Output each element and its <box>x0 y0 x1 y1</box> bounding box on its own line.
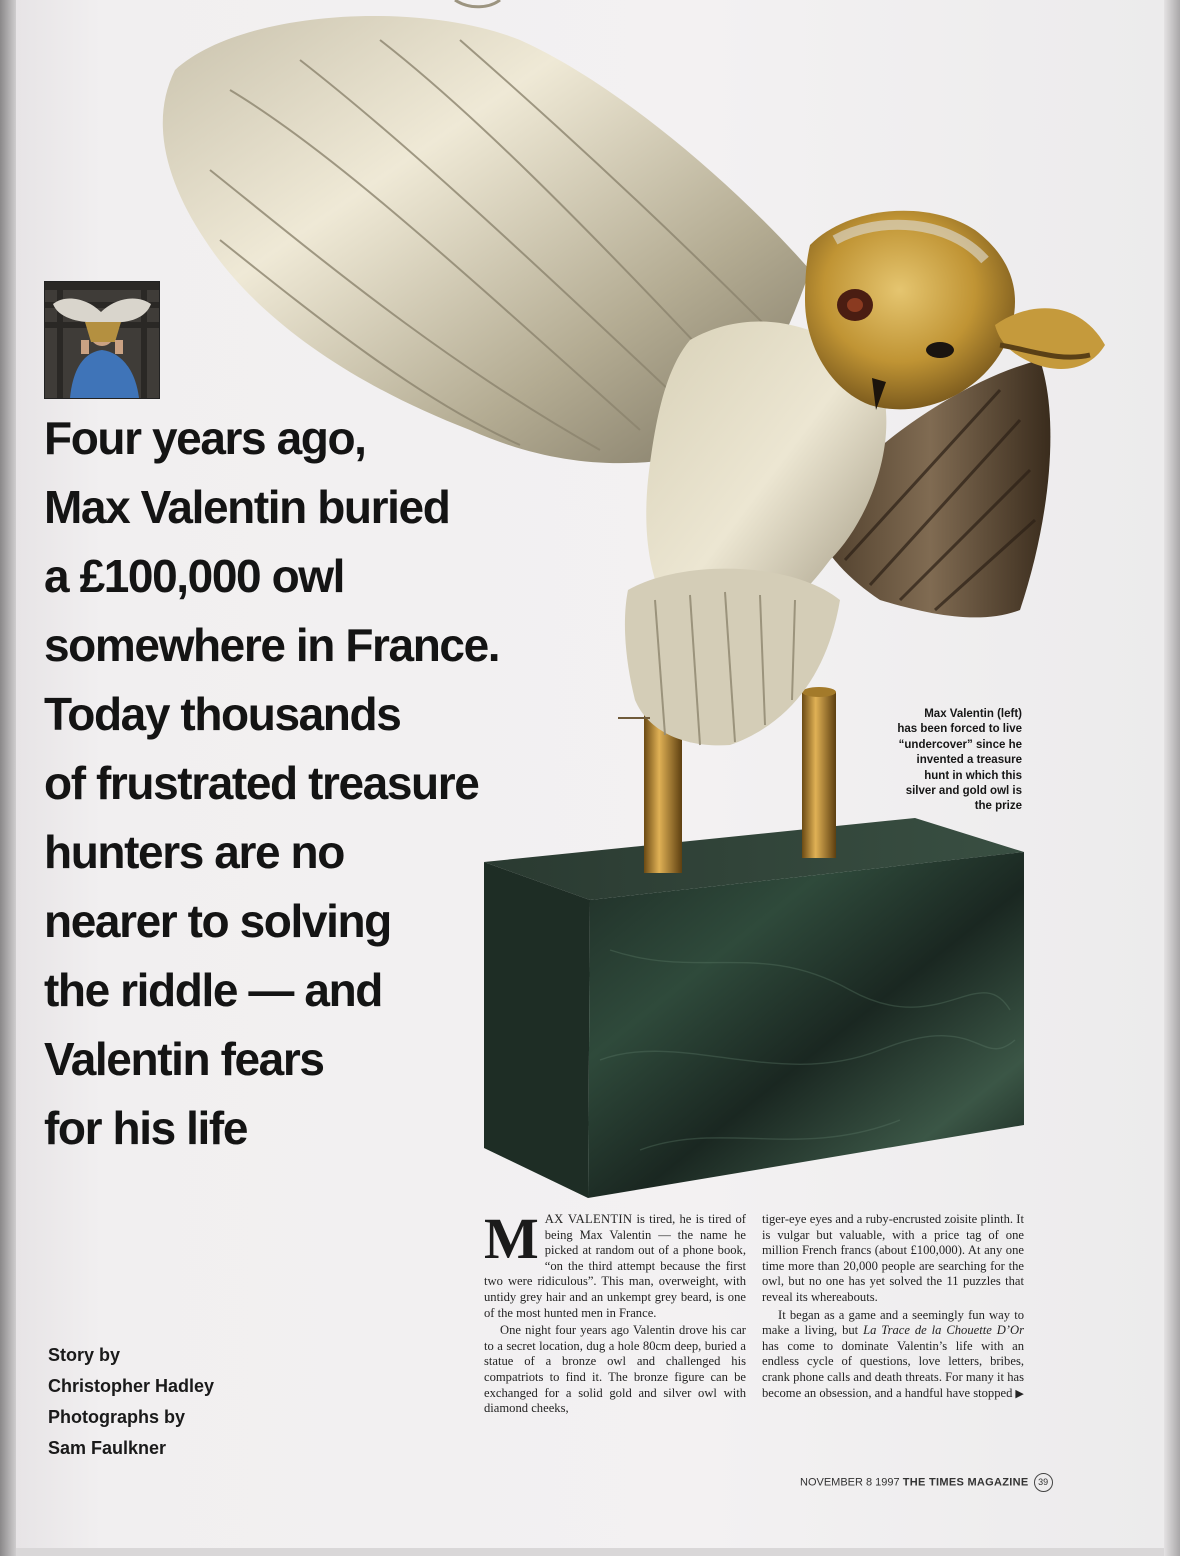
headline-line: for his life <box>44 1102 248 1154</box>
caption-line: hunt in which this <box>924 769 1022 782</box>
story-author: Christopher Hadley <box>48 1376 215 1396</box>
byline-credits <box>48 1340 288 1464</box>
article-column-2 <box>762 1212 1024 1404</box>
caption-line: silver and gold owl is <box>905 785 1022 798</box>
article-paragraph-1-text: is tired, he is tired of being Max Valentin — the name he picked at random out of a phone book, “on the third attempt because the first two were ridiculous”. This man, overweight, with untidy grey hair and an unkempt grey beard, is one of the most hunted men in France. <box>484 1212 746 1320</box>
article-paragraph-3: tiger-eye eyes and a ruby-encrusted zoisite plinth. It is vulgar but valuable, with a price tag of one million French francs (about £100,000). At any one time more than 20,000 people are searching for the owl, but no one has yet solved the 11 puzzles that reveal its whereabouts. <box>762 1212 1024 1304</box>
article-paragraph-4 <box>762 1308 1024 1403</box>
headline-line: Valentin fears <box>44 1033 324 1085</box>
continue-arrow-icon: ▶ <box>1015 1387 1024 1400</box>
photo-caption <box>846 707 1022 815</box>
caption-line: has been forced to live <box>897 723 1022 736</box>
headline <box>44 404 604 1163</box>
masked-man-portrait <box>45 282 159 398</box>
headline-line: the riddle — and <box>44 964 382 1016</box>
article-paragraph-2: One night four years ago Valentin drove his car to a secret location, dug a hole 80cm deep, buried a statue of a bronze owl and challenged his compatriots to find it. The bronze figure can be exchanged for a solid gold and silver owl with diamond cheeks, <box>484 1323 746 1416</box>
magazine-name: THE TIMES MAGAZINE <box>902 1476 1029 1489</box>
hunt-title: La Trace de la Chouette D’Or <box>863 1323 1024 1338</box>
headline-line: a £100,000 owl <box>44 550 345 602</box>
headline-line: Today thousands <box>44 688 401 740</box>
headline-line: Max Valentin buried <box>44 481 450 533</box>
headline-line: of frustrated treasure <box>44 757 479 809</box>
issue-date: NOVEMBER 8 1997 <box>800 1476 900 1489</box>
drop-cap: M <box>484 1206 539 1271</box>
headline-line: nearer to solving <box>44 895 391 947</box>
headline-line: hunters are no <box>44 826 344 878</box>
article-paragraph-4-text-b: has come to dominate Valentin’s life with an endless cycle of questions, love letters, bribes, crank phone calls and death threats. For many it has become an obsession, and a handful have stopped <box>762 1338 1024 1400</box>
caption-line: the prize <box>974 800 1022 813</box>
page-folio <box>800 1473 1049 1492</box>
max-valentin-inset-photo <box>44 281 160 399</box>
page-number: 39 <box>1034 1473 1053 1492</box>
article-paragraph-1 <box>484 1206 746 1321</box>
story-label: Story by <box>48 1345 121 1365</box>
photo-author: Sam Faulkner <box>48 1438 167 1458</box>
photo-label: Photographs by <box>48 1407 186 1427</box>
headline-line: somewhere in France. <box>44 619 500 671</box>
article-column-1 <box>484 1206 746 1419</box>
caption-line: invented a treasure <box>916 754 1022 767</box>
article-lede: AX VALENTIN <box>544 1212 633 1226</box>
article-paragraph-4-text-a: It began as a game and a seemingly fun way to make a living, but <box>762 1307 1024 1338</box>
headline-line: Four years ago, <box>44 412 366 464</box>
caption-line: “undercover” since he <box>898 738 1022 751</box>
caption-line: Max Valentin (left) <box>924 708 1022 720</box>
